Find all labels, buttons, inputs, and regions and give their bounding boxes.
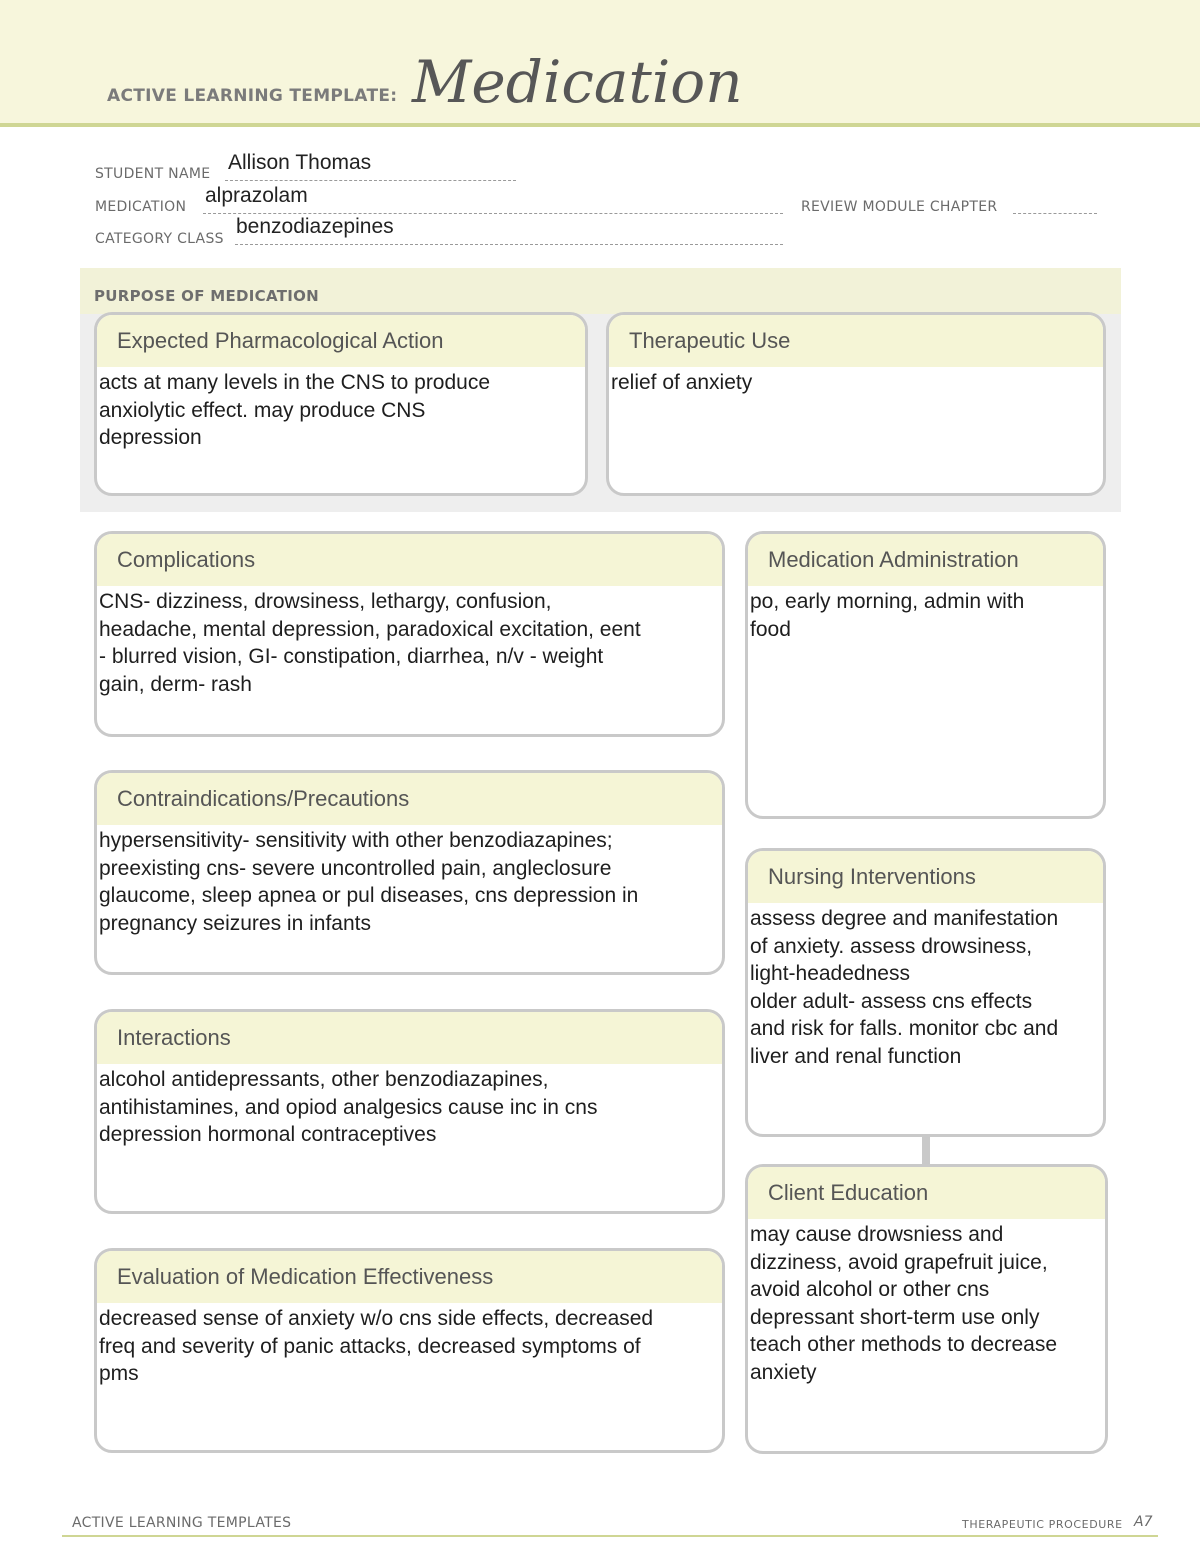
category-class-line	[235, 244, 783, 245]
contraindications-title: Contraindications/Precautions	[97, 773, 722, 825]
nursing-text[interactable]: assess degree and manifestation of anxiety. assess drowsiness, light-headedness older adult- assess cns effects and risk for falls. monitor cbc and liver and renal function	[750, 907, 1059, 1068]
evaluation-box	[94, 1248, 725, 1453]
purpose-label: PURPOSE OF MEDICATION	[94, 287, 320, 305]
footer-right-label: THERAPEUTIC PROCEDURE	[962, 1518, 1123, 1531]
footer-left-label: ACTIVE LEARNING TEMPLATES	[72, 1515, 292, 1531]
contraindications-box	[94, 770, 725, 975]
review-module-label: REVIEW MODULE CHAPTER	[801, 199, 998, 215]
page-title: Medication	[412, 48, 743, 116]
medication-label: MEDICATION	[95, 199, 187, 215]
contraindications-text[interactable]: hypersensitivity- sensitivity with other benzodiazapines; preexisting cns- severe uncontrolled pain, angleclosure glaucome, sleep apnea or pul diseases, cns depression in pregnancy seizures in infants	[99, 829, 639, 935]
therapeutic-use-box	[606, 312, 1106, 496]
interactions-box	[94, 1009, 725, 1214]
interactions-title: Interactions	[97, 1012, 722, 1064]
expected-action-box	[94, 312, 588, 496]
interactions-text[interactable]: alcohol antidepressants, other benzodiazapines, antihistamines, and opiod analgesics cause inc in cns depression hormonal contraceptives	[99, 1068, 598, 1146]
footer-divider	[62, 1535, 1158, 1537]
therapeutic-use-title: Therapeutic Use	[609, 315, 1103, 367]
category-class-label: CATEGORY CLASS	[95, 231, 224, 247]
student-name-label: STUDENT NAME	[95, 166, 211, 182]
medication-line	[203, 213, 783, 214]
administration-text[interactable]: po, early morning, admin with food	[750, 590, 1025, 641]
student-name-line	[225, 180, 516, 181]
expected-action-title: Expected Pharmacological Action	[97, 315, 585, 367]
complications-title: Complications	[97, 534, 722, 586]
education-title: Client Education	[748, 1167, 1105, 1219]
therapeutic-use-text[interactable]: relief of anxiety	[611, 371, 753, 394]
student-name-field[interactable]: Allison Thomas	[228, 151, 372, 174]
category-class-field[interactable]: benzodiazepines	[236, 215, 394, 238]
administration-title: Medication Administration	[748, 534, 1103, 586]
page-number: A7	[1134, 1514, 1153, 1530]
review-module-field[interactable]	[1013, 213, 1097, 214]
medication-field[interactable]: alprazolam	[205, 184, 308, 207]
education-text[interactable]: may cause drowsniess and dizziness, avoid grapefruit juice, avoid alcohol or other cns depressant short-term use only teach other methods to decrease anxiety	[750, 1223, 1058, 1384]
nursing-title: Nursing Interventions	[748, 851, 1103, 903]
evaluation-text[interactable]: decreased sense of anxiety w/o cns side effects, decreased freq and severity of panic attacks, decreased symptoms of pms	[99, 1307, 654, 1385]
nursing-box	[745, 848, 1106, 1137]
administration-box	[745, 531, 1106, 819]
connector-line	[922, 1135, 930, 1165]
complications-text[interactable]: CNS- dizziness, drowsiness, lethargy, confusion, headache, mental depression, paradoxical excitation, eent - blurred vision, GI- constipation, diarrhea, n/v - weight gain, derm- rash	[99, 590, 641, 696]
complications-box	[94, 531, 725, 737]
expected-action-text[interactable]: acts at many levels in the CNS to produce anxiolytic effect. may produce CNS depression	[99, 371, 491, 449]
header-divider	[0, 123, 1200, 127]
template-label: ACTIVE LEARNING TEMPLATE:	[107, 86, 398, 106]
education-box	[745, 1164, 1108, 1454]
evaluation-title: Evaluation of Medication Effectiveness	[97, 1251, 722, 1303]
